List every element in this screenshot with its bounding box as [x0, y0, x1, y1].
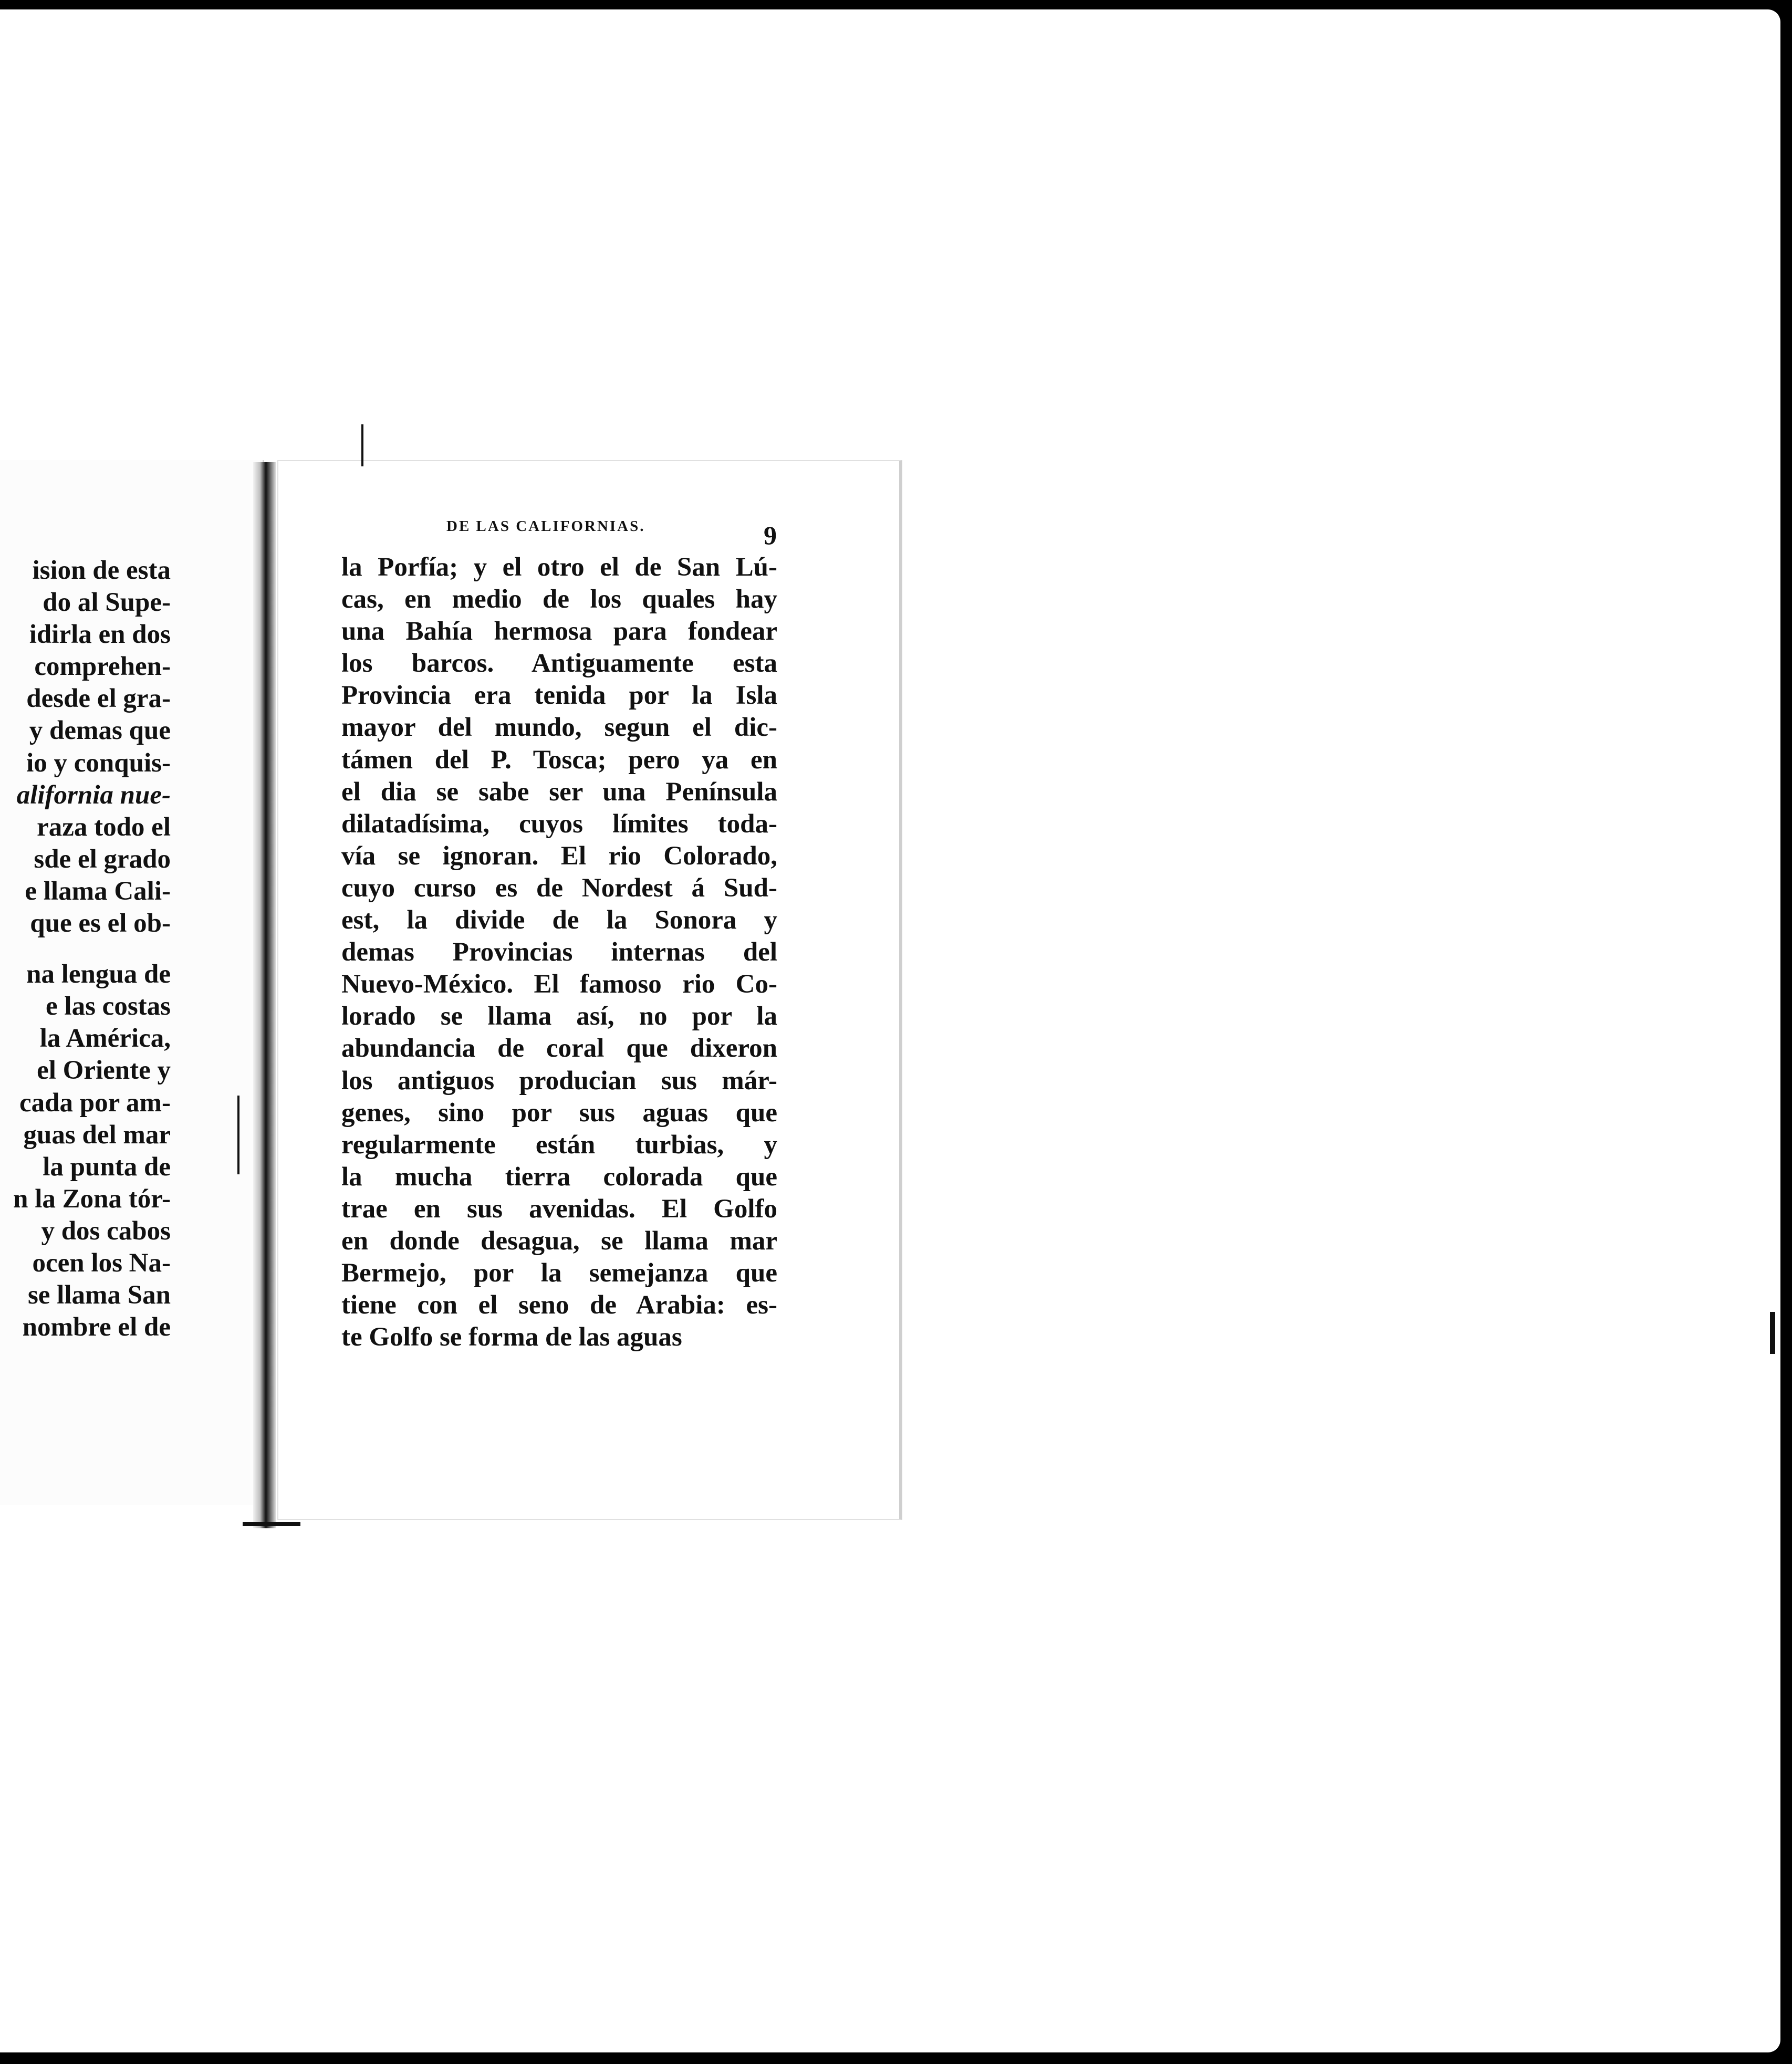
text-line: la Porfía; y el otro el de San Lú-: [341, 553, 777, 582]
text-line: raza todo el: [37, 812, 171, 842]
text-line: lorado se llama así, no por la: [341, 1002, 777, 1031]
running-head: DE LAS CALIFORNIAS.: [446, 518, 645, 535]
text-line: la América,: [39, 1024, 171, 1054]
text-line: dilatadísima, cuyos límites toda-: [341, 809, 777, 839]
text-line: cuyo curso es de Nordest á Sud-: [341, 873, 777, 903]
text-line: cada por am-: [19, 1088, 171, 1118]
text-line: na lengua de: [26, 960, 171, 989]
text-line: la punta de: [43, 1152, 171, 1182]
scan-mark: [1770, 1312, 1775, 1354]
text-line: desde el gra-: [26, 684, 171, 714]
scan-mark: [361, 424, 363, 466]
text-line: nombre el de: [22, 1312, 171, 1342]
left-page: [0, 460, 264, 1505]
text-line: te Golfo se forma de las aguas: [341, 1322, 682, 1352]
page-number: 9: [764, 520, 777, 550]
text-line: ocen los Na-: [32, 1248, 171, 1278]
left-page-text: [0, 555, 171, 1343]
text-line: Provincia era tenida por la Isla: [341, 681, 777, 711]
text-line: el dia se sabe ser una Península: [341, 777, 777, 807]
text-line: genes, sino por sus aguas que: [341, 1098, 777, 1128]
text-line: comprehen-: [34, 652, 171, 682]
text-line: támen del P. Tosca; pero ya en: [341, 745, 777, 775]
text-line: el Oriente y: [37, 1056, 171, 1086]
text-line: n la Zona tór-: [13, 1184, 171, 1214]
text-line: y dos cabos: [41, 1216, 171, 1246]
text-line: vía se ignoran. El rio Colorado,: [341, 841, 777, 871]
text-line: Bermejo, por la semejanza que: [341, 1258, 777, 1288]
text-line: est, la divide de la Sonora y: [341, 905, 777, 935]
text-line: y demas que: [29, 716, 171, 746]
text-line: se llama San: [27, 1280, 171, 1310]
text-line: alifornia nue-: [16, 780, 171, 810]
text-line: demas Provincias internas del: [341, 937, 777, 967]
text-line: trae en sus avenidas. El Golfo: [341, 1194, 777, 1224]
text-line: guas del mar: [23, 1120, 171, 1150]
text-line: ision de esta: [32, 556, 171, 585]
text-line: cas, en medio de los quales hay: [341, 585, 777, 614]
text-line: mayor del mundo, segun el dic-: [341, 713, 777, 743]
scan-sheet: [0, 9, 1780, 2052]
text-line: los antiguos producian sus már-: [341, 1066, 777, 1096]
text-line: Nuevo-México. El famoso rio Co-: [341, 970, 777, 999]
text-line: los barcos. Antiguamente esta: [341, 649, 777, 679]
scan-mark: [237, 1096, 239, 1174]
text-line: e las costas: [46, 992, 171, 1021]
text-line: idirla en dos: [29, 620, 171, 650]
text-line: en donde desagua, se llama mar: [341, 1226, 777, 1256]
text-line: abundancia de coral que dixeron: [341, 1034, 777, 1064]
text-line: tiene con el seno de Arabia: es-: [341, 1290, 777, 1320]
right-page-text: [341, 551, 777, 1353]
text-line: una Bahía hermosa para fondear: [341, 617, 777, 647]
text-line: la mucha tierra colorada que: [341, 1162, 777, 1192]
right-page: [277, 460, 902, 1520]
text-line: e llama Cali-: [25, 876, 171, 906]
scan-mark: [243, 1522, 300, 1526]
paragraph-gap: [0, 940, 171, 958]
text-line: do al Supe-: [43, 588, 171, 618]
text-line: que es el ob-: [30, 909, 171, 939]
text-line: sde el grado: [34, 844, 171, 874]
text-line: io y conquis-: [26, 748, 171, 778]
book-gutter: [253, 462, 276, 1528]
text-line: regularmente están turbias, y: [341, 1130, 777, 1160]
